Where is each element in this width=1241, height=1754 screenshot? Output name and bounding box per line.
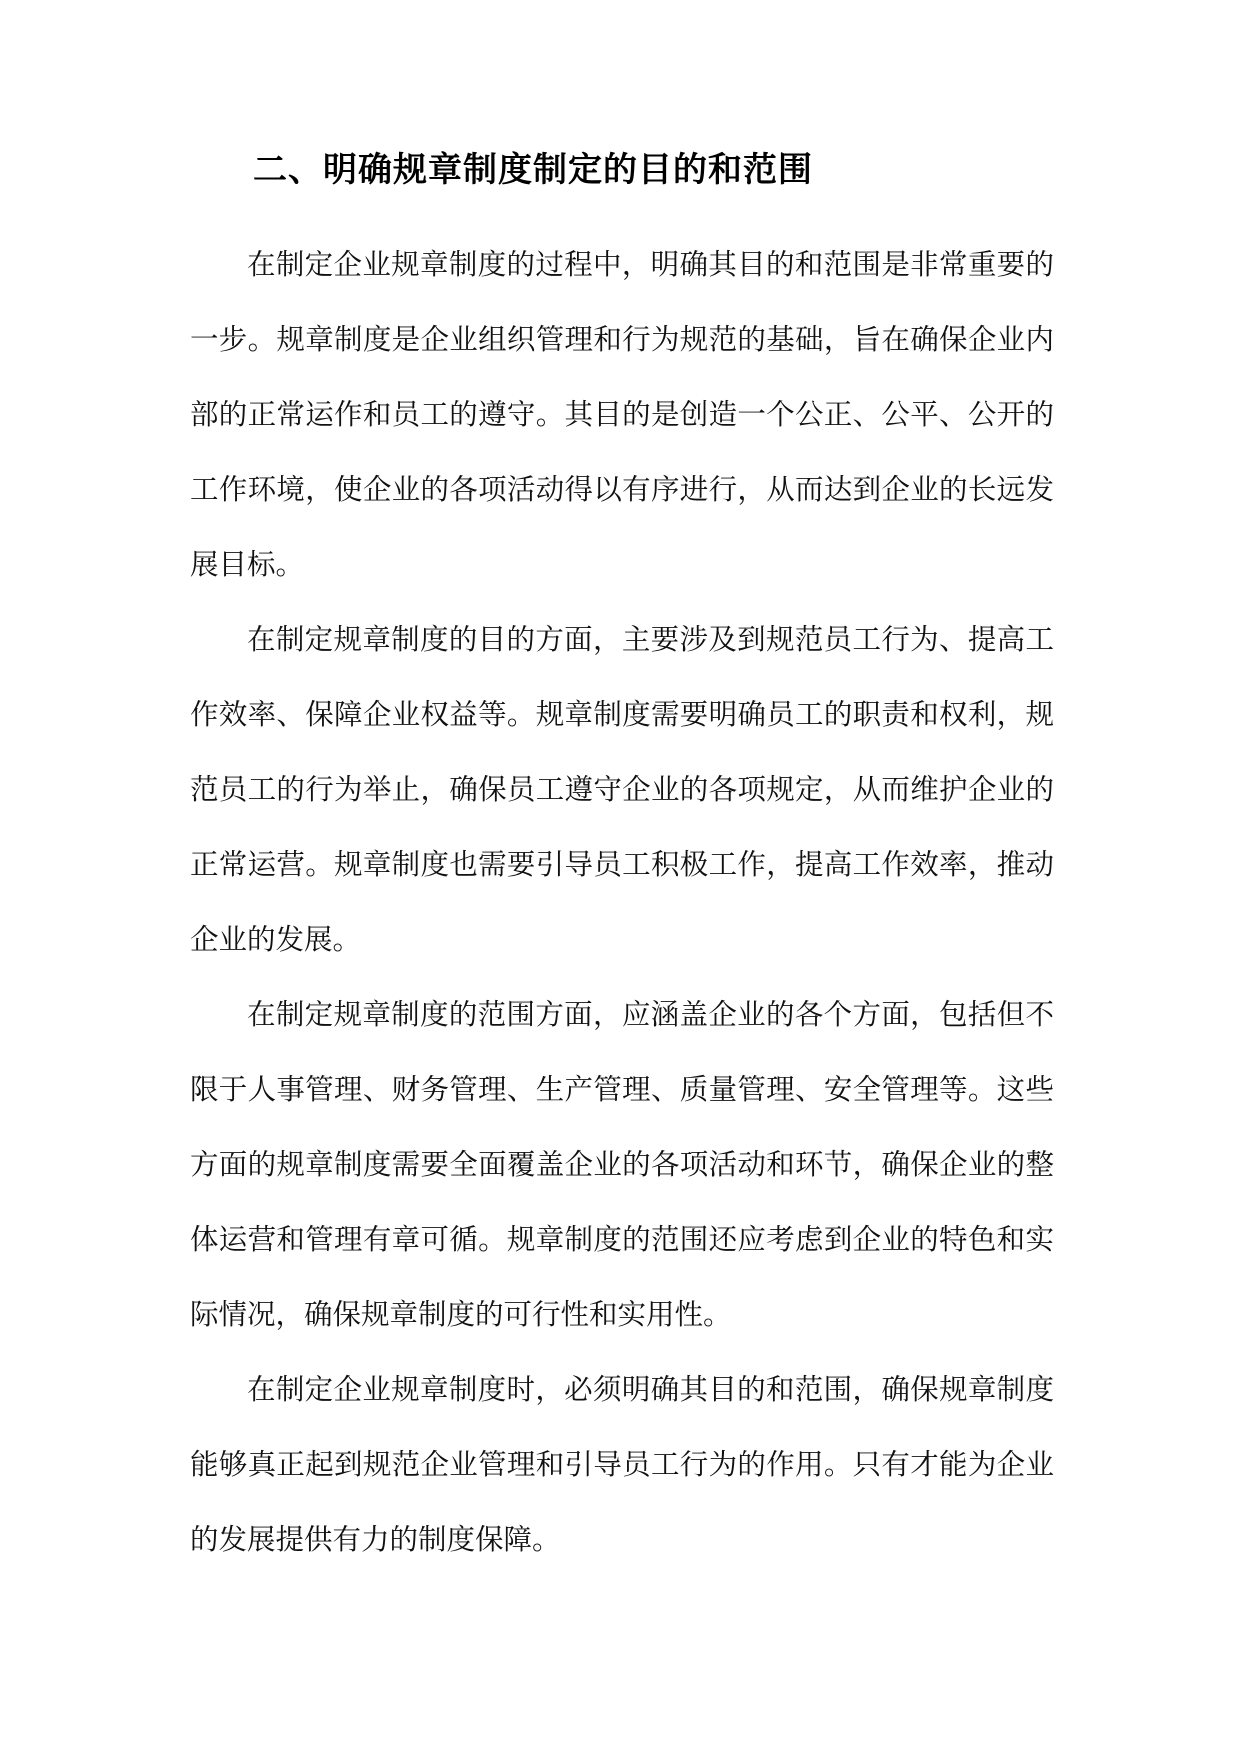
paragraph-purpose-and-scope-intro: 在制定企业规章制度的过程中，明确其目的和范围是非常重要的一步。规章制度是企业组织管理和行为规范的基础，旨在确保企业内部的正常运作和员工的遵守。其目的是创造一个公正、公平、公开的工作环境，使企业的各项活动得以有序进行，从而达到企业的长远发展目标。 [190, 248, 1054, 581]
paragraph-conclusion: 在制定企业规章制度时，必须明确其目的和范围，确保规章制度能够真正起到规范企业管理和引导员工行为的作用。只有才能为企业的发展提供有力的制度保障。 [190, 1373, 1054, 1556]
section-body [190, 227, 1054, 1577]
paragraph-scope: 在制定规章制度的范围方面，应涵盖企业的各个方面，包括但不限于人事管理、财务管理、生产管理、质量管理、安全管理等。这些方面的规章制度需要全面覆盖企业的各项活动和环节，确保企业的整体运营和管理有章可循。规章制度的范围还应考虑到企业的特色和实际情况，确保规章制度的可行性和实用性。 [190, 998, 1054, 1331]
section-heading: 二、明确规章制度制定的目的和范围 [253, 150, 813, 190]
paragraph-purpose: 在制定规章制度的目的方面，主要涉及到规范员工行为、提高工作效率、保障企业权益等。规章制度需要明确员工的职责和权利，规范员工的行为举止，确保员工遵守企业的各项规定，从而维护企业的正常运营。规章制度也需要引导员工积极工作，提高工作效率，推动企业的发展。 [190, 623, 1054, 956]
